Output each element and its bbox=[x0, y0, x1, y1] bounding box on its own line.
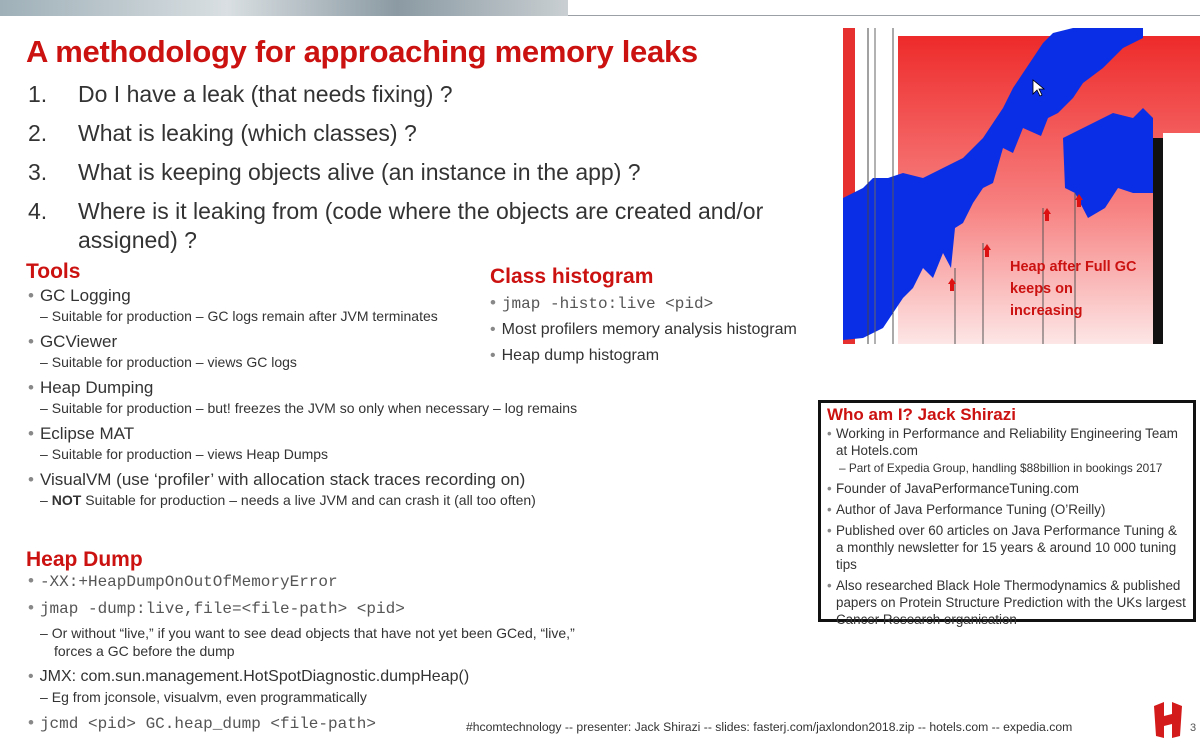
question-item bbox=[28, 158, 848, 187]
about-item: • Working in Performance and Reliability Engineering Team at Hotels.com bbox=[827, 425, 1187, 459]
tool-item: • Eclipse MAT bbox=[28, 423, 577, 445]
heap-usage-chart bbox=[843, 28, 1200, 344]
tool-subitem-text: Suitable for production – needs a live JVM and can crash it (all too often) bbox=[85, 492, 536, 508]
question-item bbox=[28, 80, 848, 109]
class-histogram-list bbox=[490, 292, 797, 367]
tool-item: • VisualVM (use ‘profiler’ with allocation stack traces recording on) bbox=[28, 469, 577, 491]
question-list bbox=[28, 80, 848, 265]
question-text: Do I have a leak (that needs fixing) ? bbox=[78, 81, 453, 107]
tool-subitem-text: Suitable for production – but! freezes the JVM so only when necessary – log remains bbox=[51, 400, 578, 416]
tool-subitem: – Suitable for production – views Heap Dumps bbox=[40, 446, 329, 462]
jcmd-code: jcmd <pid> GC.heap_dump <file-path> bbox=[39, 715, 377, 733]
about-item: • Also researched Black Hole Thermodynamics & published papers on Protein Structure Prediction with the UKs largest Cancer Research organisation bbox=[827, 577, 1187, 628]
question-item bbox=[28, 119, 848, 148]
question-text: What is leaking (which classes) ? bbox=[78, 120, 417, 146]
heapdump-oom-flag: -XX:+HeapDumpOnOutOfMemoryError bbox=[39, 573, 338, 591]
histogram-item bbox=[490, 292, 797, 315]
tools-heading: Tools bbox=[26, 260, 81, 283]
hotels-logo-svg bbox=[1150, 700, 1186, 740]
hotels-logo-icon bbox=[1150, 700, 1186, 745]
heap-dump-subitem: – Or without “live,” if you want to see dead objects that have not yet been GCed, “live,” bbox=[40, 625, 575, 641]
about-subitem-text: Part of Expedia Group, handling $88billion in bookings 2017 bbox=[848, 461, 1163, 475]
jmap-dump-code: jmap -dump:live,file=<file-path> <pid> bbox=[39, 600, 405, 618]
page-number: 3 bbox=[1190, 722, 1197, 734]
header-photo-strip bbox=[0, 0, 568, 16]
about-presenter-box bbox=[818, 400, 1196, 627]
about-list bbox=[827, 425, 1187, 628]
class-histogram-heading: Class histogram bbox=[490, 265, 654, 288]
question-number: 4. bbox=[28, 198, 48, 224]
question-text: Where is it leaking from (code where the objects are created and/or assigned) ? bbox=[78, 198, 764, 253]
jmx-note: Eg from jconsole, visualvm, even programmatically bbox=[51, 689, 367, 705]
heap-dump-item: • JMX: com.sun.management.HotSpotDiagnostic.dumpHeap() bbox=[28, 666, 575, 688]
histogram-item: • Heap dump histogram bbox=[490, 345, 797, 367]
heap-dump-item bbox=[28, 597, 575, 620]
question-number: 2. bbox=[28, 120, 48, 146]
about-subitem: – Part of Expedia Group, handling $88billion in bookings 2017 bbox=[839, 461, 1163, 475]
tool-item: • Heap Dumping bbox=[28, 377, 577, 399]
live-note-line1: Or without “live,” if you want to see dead objects that have not yet been GCed, “live,” bbox=[51, 625, 575, 641]
question-number: 3. bbox=[28, 159, 48, 185]
heap-dump-list bbox=[28, 570, 575, 735]
tool-subitem: – NOT Suitable for production – needs a live JVM and can crash it (all too often) bbox=[40, 492, 536, 508]
slide-footer: #hcomtechnology -- presenter: Jack Shirazi -- slides: fasterj.com/jaxlondon2018.zip -- hotels.com -- expedia.com bbox=[466, 720, 1073, 734]
slide-title: A methodology for approaching memory leaks bbox=[26, 34, 698, 69]
header-rule bbox=[568, 15, 1200, 16]
question-number: 1. bbox=[28, 81, 48, 107]
question-item bbox=[28, 197, 848, 255]
tool-subitem: – Suitable for production – but! freezes the JVM so only when necessary – log remains bbox=[40, 400, 578, 416]
chart-blank-strip bbox=[1163, 133, 1200, 344]
tool-subitem-text: Suitable for production – GC logs remain after JVM terminates bbox=[51, 308, 438, 324]
tool-subitem-text: Suitable for production – views Heap Dumps bbox=[51, 446, 329, 462]
about-item: • Published over 60 articles on Java Performance Tuning & a monthly newsletter for 15 years & around 10 000 tuning tips bbox=[827, 522, 1187, 573]
tool-item: • GCViewer bbox=[28, 331, 577, 353]
heap-annotation: Heap after Full GC keeps on increasing bbox=[1010, 259, 1137, 319]
chart-dark-strip bbox=[1153, 138, 1163, 344]
about-heading: Who am I? Jack Shirazi bbox=[827, 405, 1016, 424]
tool-subitem-text: Suitable for production – views GC logs bbox=[51, 354, 297, 370]
jmap-histo-code: jmap -histo:live <pid> bbox=[501, 295, 714, 313]
heap-dump-subitem: – Eg from jconsole, visualvm, even programmatically bbox=[40, 689, 367, 705]
tool-item: • GC Logging bbox=[28, 285, 577, 307]
question-text: What is keeping objects alive (an instance in the app) ? bbox=[78, 159, 641, 185]
heap-dump-item bbox=[28, 570, 575, 593]
tool-subitem: – Suitable for production – GC logs remain after JVM terminates bbox=[40, 308, 438, 324]
not-emphasis: NOT bbox=[51, 492, 82, 508]
live-note-line2: forces a GC before the dump bbox=[54, 643, 235, 659]
histogram-item: • Most profilers memory analysis histogram bbox=[490, 319, 797, 341]
about-item: • Author of Java Performance Tuning (O’Reilly) bbox=[827, 501, 1187, 518]
heap-dump-heading: Heap Dump bbox=[26, 548, 143, 571]
tool-subitem: – Suitable for production – views GC logs bbox=[40, 354, 297, 370]
about-item: • Founder of JavaPerformanceTuning.com bbox=[827, 480, 1187, 497]
